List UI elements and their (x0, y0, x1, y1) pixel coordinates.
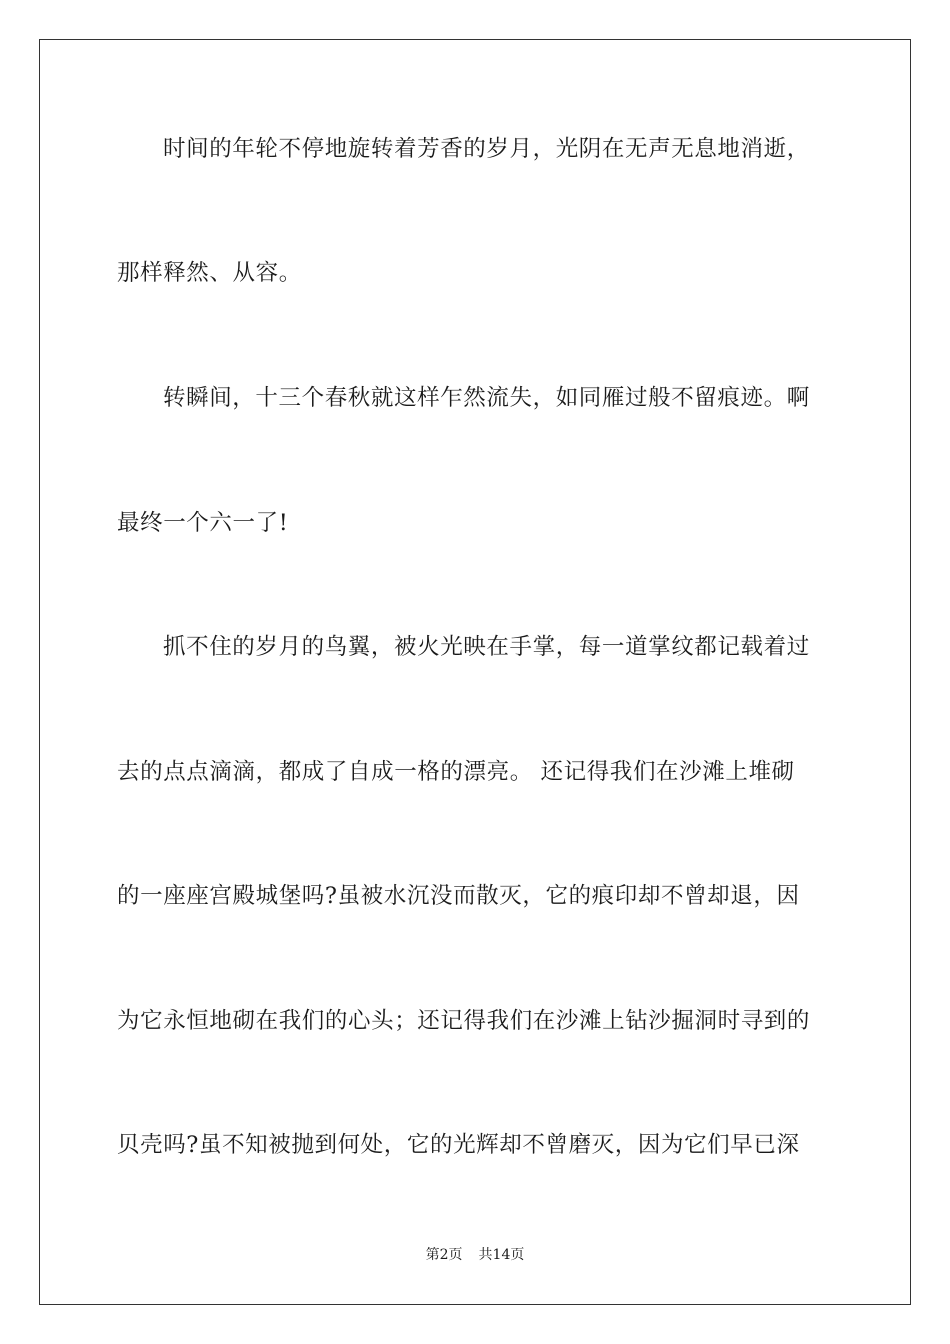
page-footer (0, 1245, 950, 1265)
paragraph-line-2: 那样释然、从容。 (117, 260, 302, 286)
paragraph-line-4: 最终一个六一了! (117, 510, 289, 536)
page-border (39, 39, 911, 1305)
paragraph-line-1: 时间的年轮不停地旋转着芳香的岁月，光阴在无声无息地消逝， (163, 136, 810, 162)
paragraph-line-9: 贝壳吗?虽不知被抛到何处，它的光辉却不曾磨灭，因为它们早已深 (117, 1132, 800, 1158)
paragraph-line-7: 的一座座宫殿城堡吗?虽被水沉没而散灭，它的痕印却不曾却退，因 (117, 883, 800, 909)
paragraph-line-6: 去的点点滴滴，都成了自成一格的漂亮。 还记得我们在沙滩上堆砌 (117, 759, 795, 785)
paragraph-line-8: 为它永恒地砌在我们的心头；还记得我们在沙滩上钻沙掘洞时寻到的 (117, 1008, 811, 1034)
page-number: 第2页 (425, 1247, 463, 1263)
paragraph-line-5: 抓不住的岁月的鸟翼，被火光映在手掌，每一道掌纹都记载着过 (163, 634, 810, 660)
paragraph-line-3: 转瞬间，十三个春秋就这样乍然流失，如同雁过般不留痕迹。啊 (163, 385, 810, 411)
page-total: 共14页 (478, 1247, 525, 1263)
